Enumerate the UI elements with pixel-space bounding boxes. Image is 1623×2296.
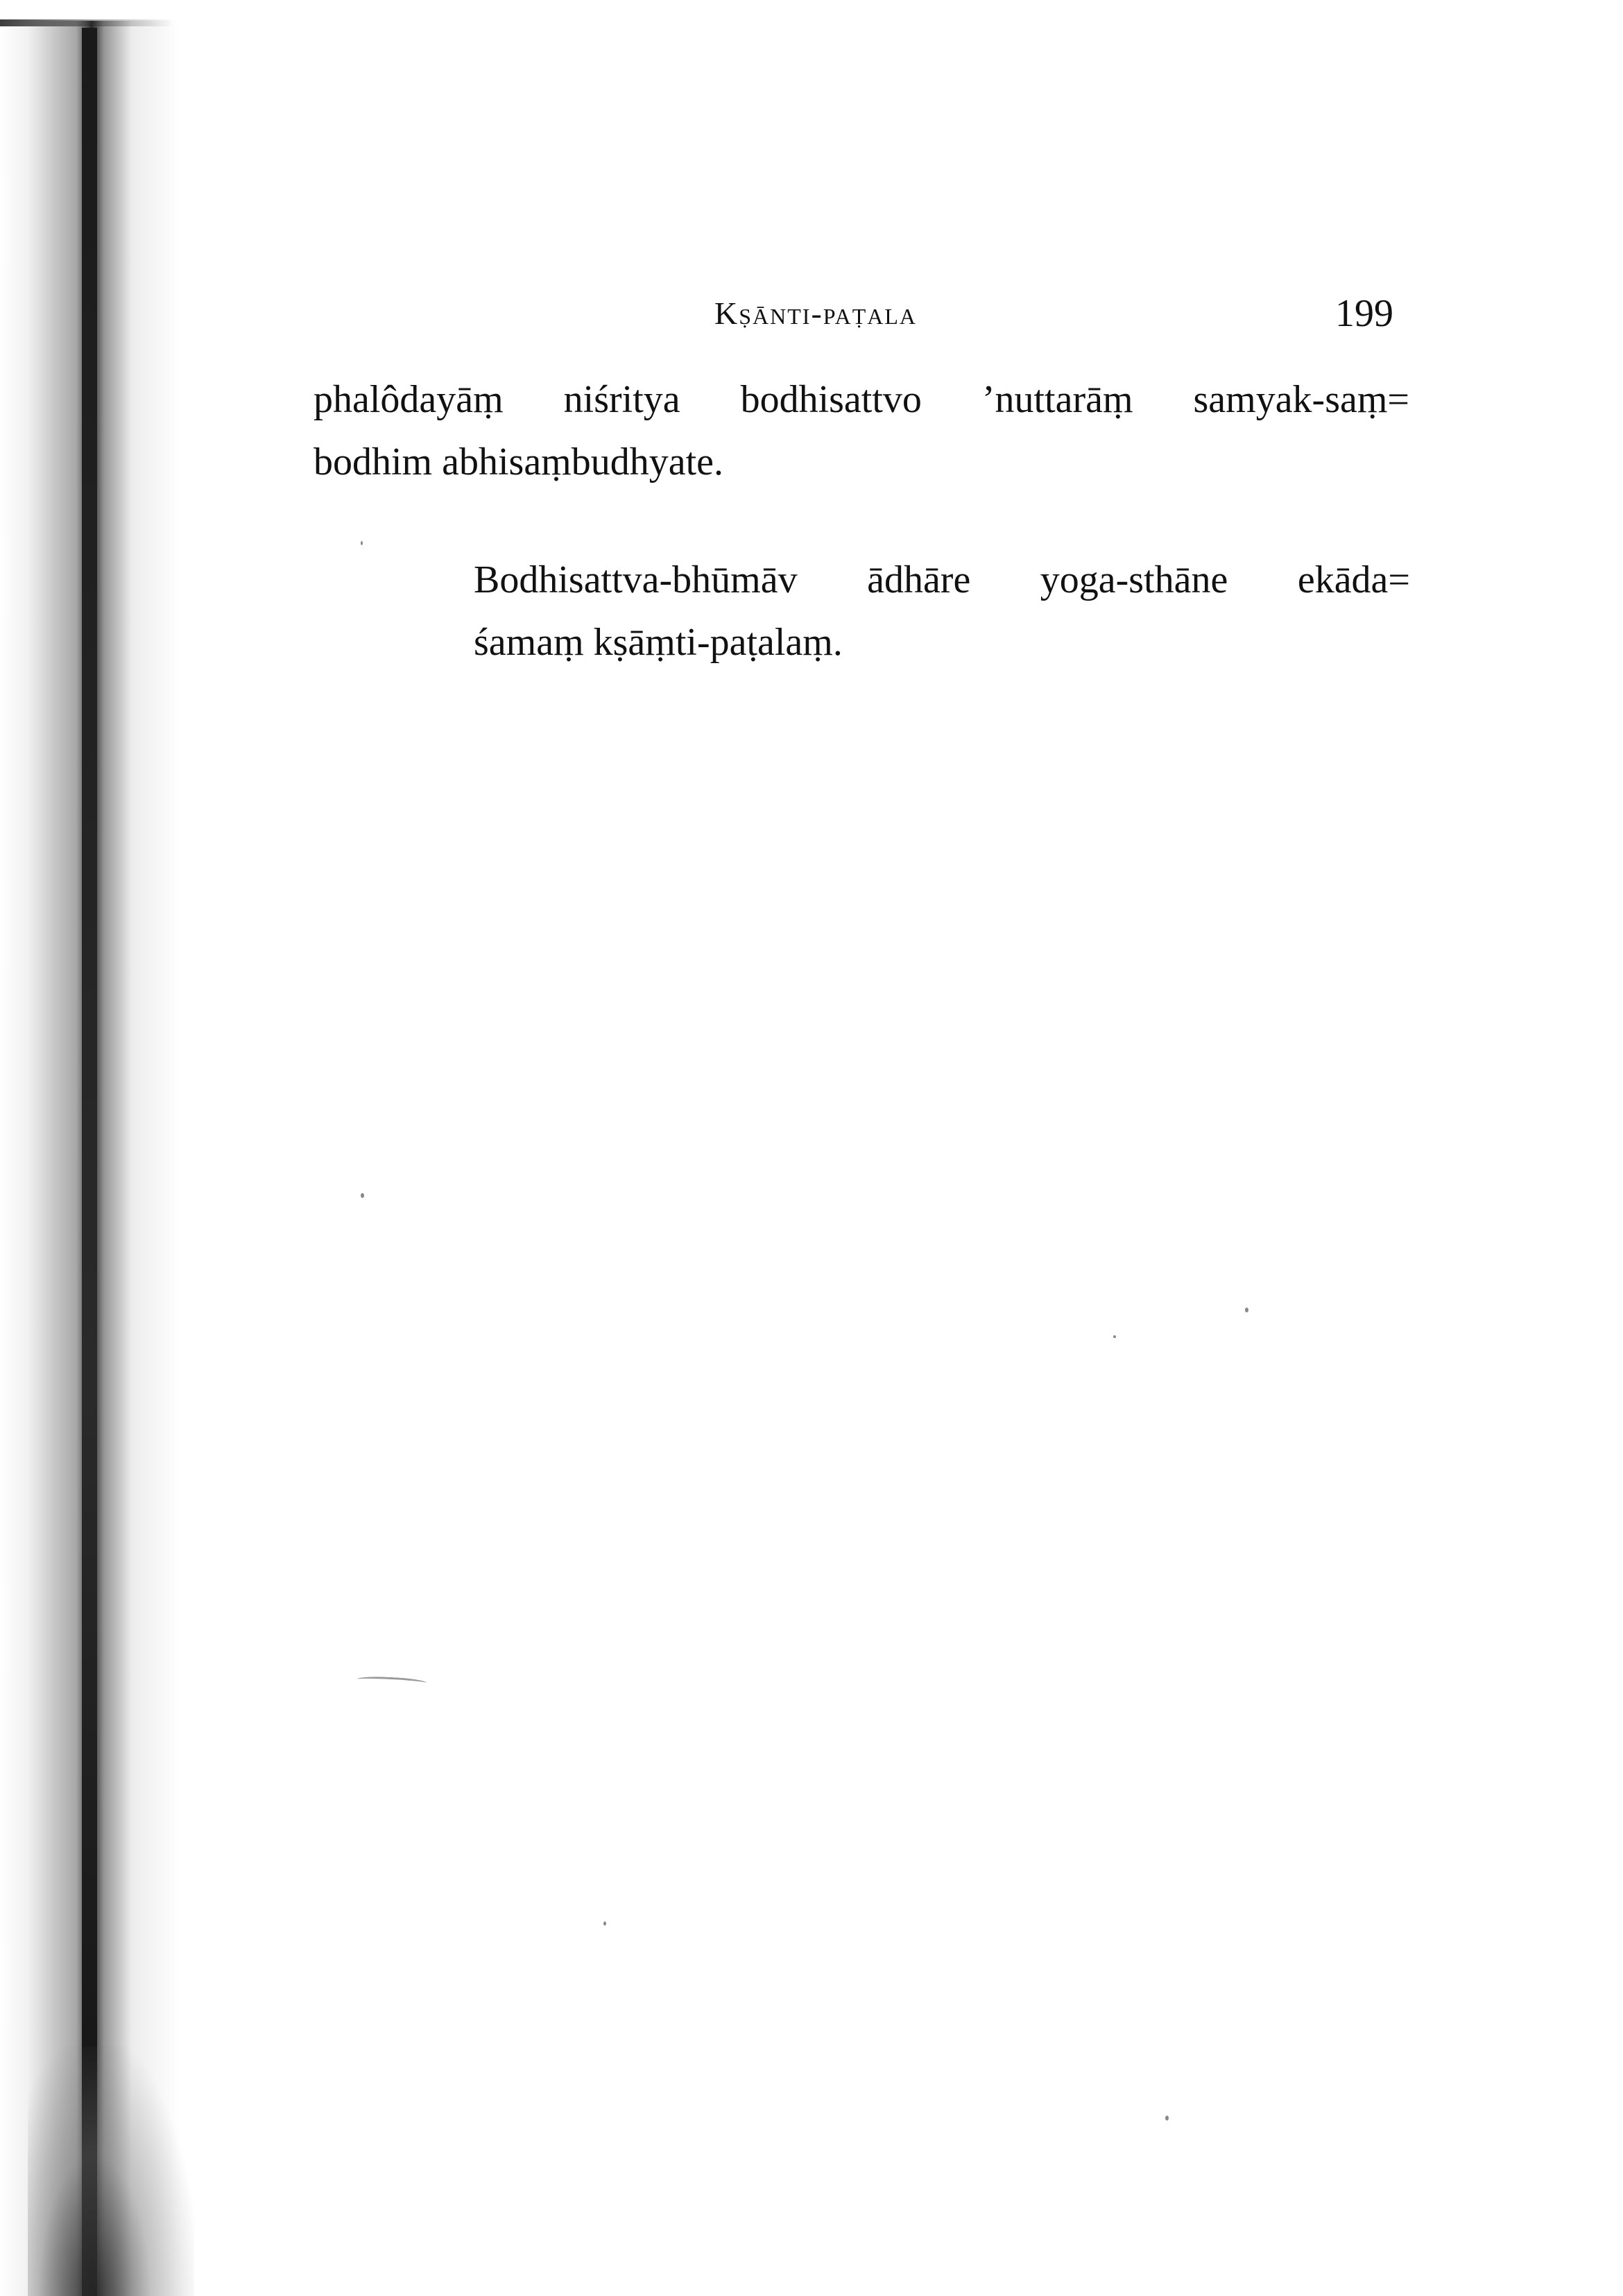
scan-speck [1245,1308,1248,1312]
text-line-4: śamaṃ kṣāṃti-paṭalaṃ. [474,621,843,664]
scan-speck [1165,2116,1169,2121]
binding-shadow [0,21,208,2296]
scan-speck [1113,1335,1116,1338]
scan-speck [361,1193,364,1198]
scan-smudge [357,1675,427,1686]
scan-speck [361,541,363,545]
binding-shadow-top [0,19,173,26]
binding-shadow-bottom [28,2046,194,2296]
text-line-1: phalôdayāṃ niśritya bodhisattvo ’nuttarāṃ samyak-saṃ= [314,378,1409,421]
binding-gutter [82,28,97,2296]
page-number: 199 [1335,292,1393,335]
text-line-2: bodhim abhisaṃbudhyate. [314,440,724,483]
scan-speck [603,1921,606,1926]
running-head: Kṣānti-paṭala [714,295,918,331]
text-line-3: Bodhisattva-bhūmāv ādhāre yoga-sthāne ekāda= [474,558,1410,601]
